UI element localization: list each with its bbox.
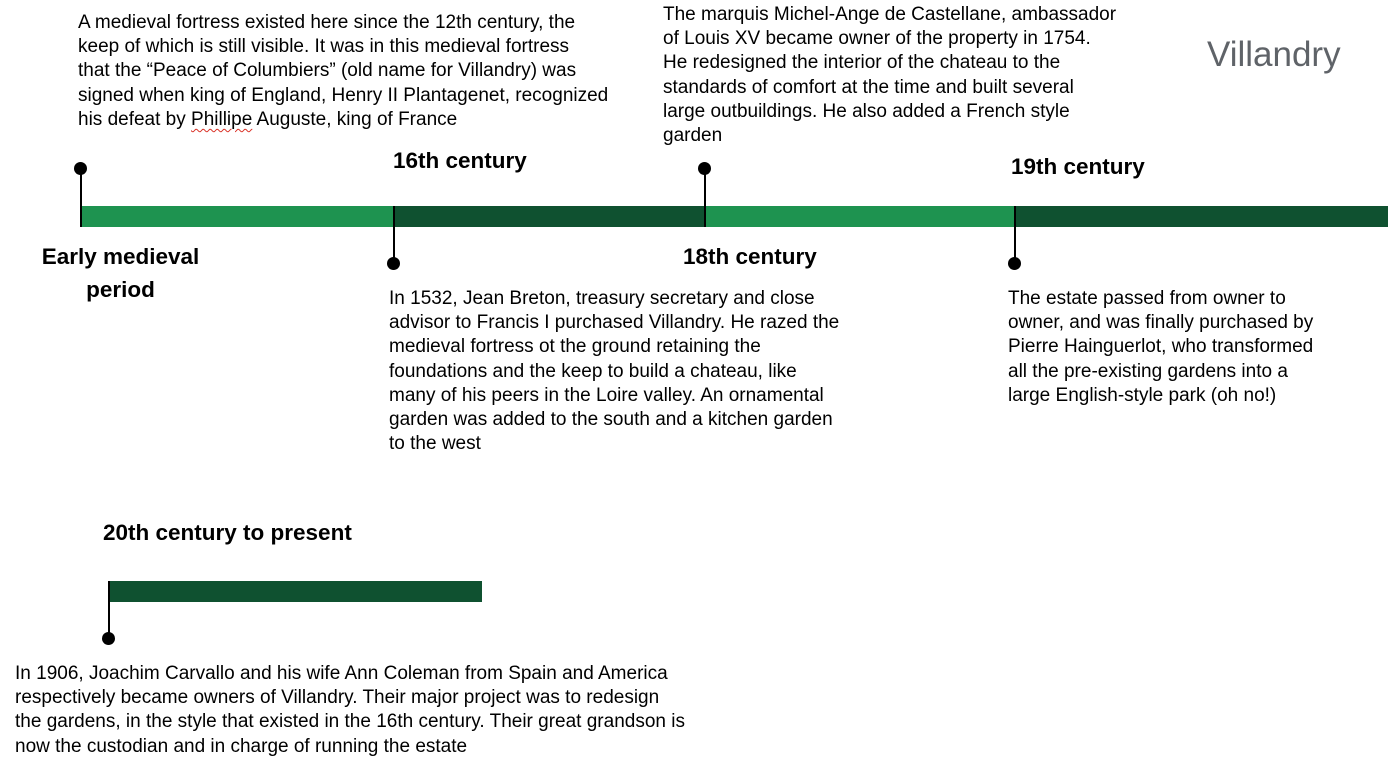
marker-stem-20th-century xyxy=(108,581,110,639)
heading-early-medieval: Early medieval period xyxy=(41,244,200,302)
marker-dot-early-medieval xyxy=(74,162,87,175)
marker-stem-early-medieval xyxy=(80,169,82,227)
heading-19th-century: 19th century xyxy=(1011,154,1145,179)
timeline-segment-16th-century xyxy=(394,206,705,227)
description-text-part: A medieval fortress existed here since the 12th century, the keep of which is still visible. It was in this medieval fortress that the “Peace of Columbiers” (old name for Villandry) was signed when king of England, Henry II Plantagenet, recognized his defeat by xyxy=(78,12,609,130)
spellcheck-flagged-word: Phillipe xyxy=(191,108,253,130)
timeline-segment-18th-century xyxy=(705,206,1014,227)
marker-stem-18th-century xyxy=(704,169,706,227)
description-19th-century: The estate passed from owner to owner, and was finally purchased by Pierre Hainguerlot, who transformed all the pre-existing gardens into a large English-style park (oh no!) xyxy=(1008,288,1314,406)
timeline-segment-19th-century xyxy=(1014,206,1388,227)
marker-dot-19th-century xyxy=(1008,257,1021,270)
marker-dot-16th-century xyxy=(387,257,400,270)
description-early-medieval xyxy=(78,11,648,132)
timeline-segment-early-medieval xyxy=(80,206,394,227)
heading-16th-century: 16th century xyxy=(393,148,527,173)
marker-stem-16th-century xyxy=(393,206,395,264)
description-18th-century: The marquis Michel-Ange de Castellane, ambassador of Louis XV became owner of the property in 1754. He redesigned the interior of the chateau to the standards of comfort at the time and built several large outbuildings. He also added a French style garden xyxy=(663,4,1117,147)
description-16th-century: In 1532, Jean Breton, treasury secretary and close advisor to Francis I purchased Villandry. He razed the medieval fortress ot the ground retaining the foundations and the keep to build a chateau, like many of his peers in the Loire valley. An ornamental garden was added to the south and a kitchen garden to the west xyxy=(389,288,840,455)
marker-stem-19th-century xyxy=(1014,206,1016,264)
page-title: Villandry xyxy=(1207,35,1341,74)
description-20th-century: In 1906, Joachim Carvallo and his wife Ann Coleman from Spain and America respectively became owners of Villandry. Their major project was to redesign the gardens, in the style that existed in the 16th century. Their great grandson is now the custodian and in charge of running the estate xyxy=(15,663,685,757)
marker-dot-20th-century xyxy=(102,632,115,645)
description-text-part: Auguste, king of France xyxy=(252,108,458,130)
heading-20th-century: 20th century to present xyxy=(103,520,352,545)
heading-18th-century: 18th century xyxy=(683,244,817,269)
timeline-segment-20th-century xyxy=(108,581,482,602)
marker-dot-18th-century xyxy=(698,162,711,175)
